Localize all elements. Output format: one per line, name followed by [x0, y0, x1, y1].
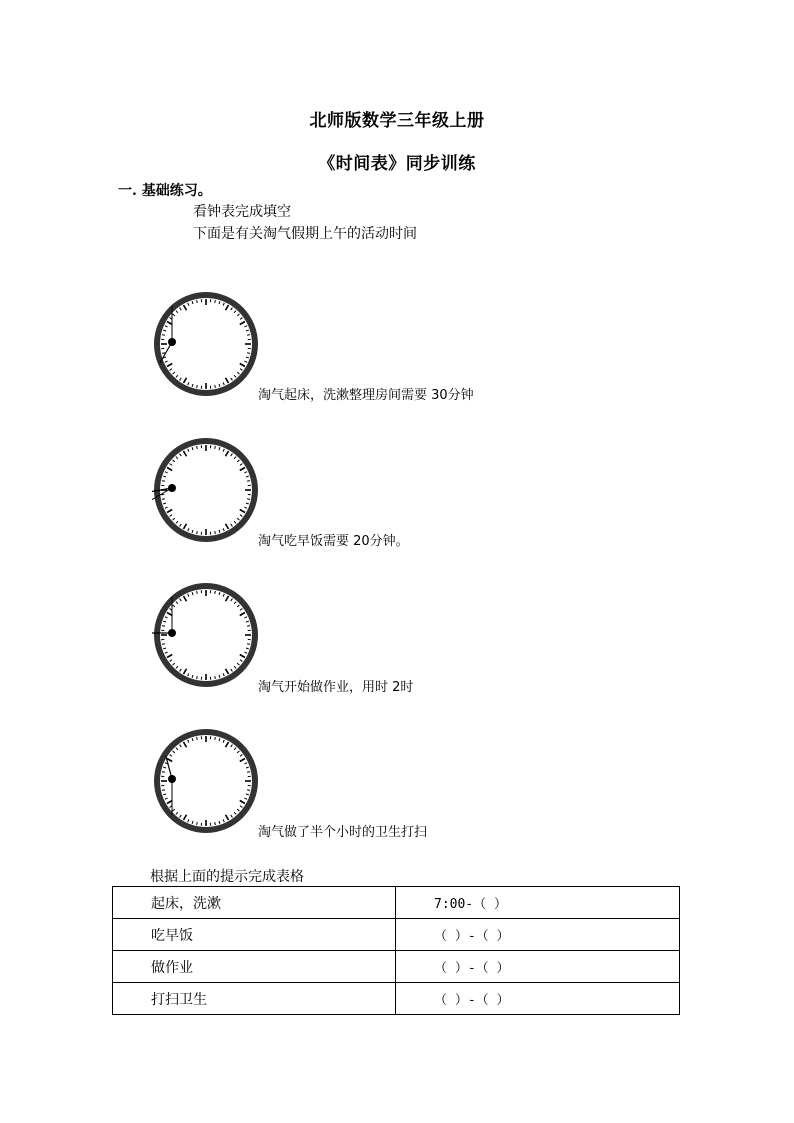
activity-cell: 做作业	[113, 951, 396, 983]
clock-center-dot	[168, 775, 176, 783]
clock-caption: 淘气做了半个小时的卫生打扫	[258, 825, 428, 840]
table-title: 根据上面的提示完成表格	[150, 869, 304, 885]
clock-icon	[152, 436, 260, 544]
clock-tick	[247, 790, 250, 791]
activity-cell: 吃早饭	[113, 919, 396, 951]
clock-tick	[197, 446, 198, 449]
table-row	[113, 919, 680, 951]
clock-center-dot	[168, 338, 176, 346]
clock-icon	[152, 581, 260, 689]
clock-tick	[215, 531, 216, 534]
clock-tick	[247, 626, 250, 627]
time-cell: （ ）-（ ）	[396, 919, 680, 951]
clock-caption: 淘气吃早饭需要 20分钟。	[258, 534, 409, 549]
clock-tick	[162, 353, 165, 354]
schedule-table	[112, 886, 680, 1015]
clock-center-dot	[168, 484, 176, 492]
clock-tick	[215, 822, 216, 825]
page-subtitle: 《时间表》同步训练	[318, 154, 476, 174]
clock-tick	[247, 772, 250, 773]
time-cell: （ ）-（ ）	[396, 983, 680, 1015]
clock-tick	[247, 499, 250, 500]
clock-tick	[215, 737, 216, 740]
clock-icon	[152, 727, 260, 835]
clock-tick	[247, 335, 250, 336]
clock-tick	[197, 676, 198, 679]
page-title: 北师版数学三年级上册	[309, 111, 485, 131]
clock-tick	[197, 822, 198, 825]
clock-tick	[215, 385, 216, 388]
clock-tick	[162, 626, 165, 627]
instruction-line-1: 看钟表完成填空	[193, 204, 291, 220]
clock-tick	[162, 790, 165, 791]
table-row	[113, 887, 680, 919]
clock-tick	[197, 385, 198, 388]
clock-tick	[162, 481, 165, 482]
clock-tick	[162, 644, 165, 645]
clock-tick	[162, 335, 165, 336]
section-heading: 一. 基础练习。	[118, 183, 212, 199]
clock-tick	[162, 772, 165, 773]
clock-tick	[247, 481, 250, 482]
table-row	[113, 951, 680, 983]
clock-center-dot	[168, 629, 176, 637]
time-cell: 7:00-（ ）	[396, 887, 680, 919]
clock-tick	[215, 300, 216, 303]
clock-tick	[247, 353, 250, 354]
clock-tick	[215, 591, 216, 594]
clock-tick	[197, 737, 198, 740]
clock-tick	[215, 446, 216, 449]
activity-cell: 起床，洗漱	[113, 887, 396, 919]
clock-tick	[197, 591, 198, 594]
clock-tick	[162, 499, 165, 500]
clock-icon	[152, 290, 260, 398]
clock-tick	[197, 300, 198, 303]
clock-tick	[215, 676, 216, 679]
activity-cell: 打扫卫生	[113, 983, 396, 1015]
clock-caption: 淘气起床，洗漱整理房间需要 30分钟	[258, 388, 474, 403]
table-row	[113, 983, 680, 1015]
instruction-line-2: 下面是有关淘气假期上午的活动时间	[193, 226, 417, 242]
clock-caption: 淘气开始做作业，用时 2时	[258, 680, 414, 695]
time-cell: （ ）-（ ）	[396, 951, 680, 983]
clock-tick	[247, 644, 250, 645]
clock-tick	[197, 531, 198, 534]
